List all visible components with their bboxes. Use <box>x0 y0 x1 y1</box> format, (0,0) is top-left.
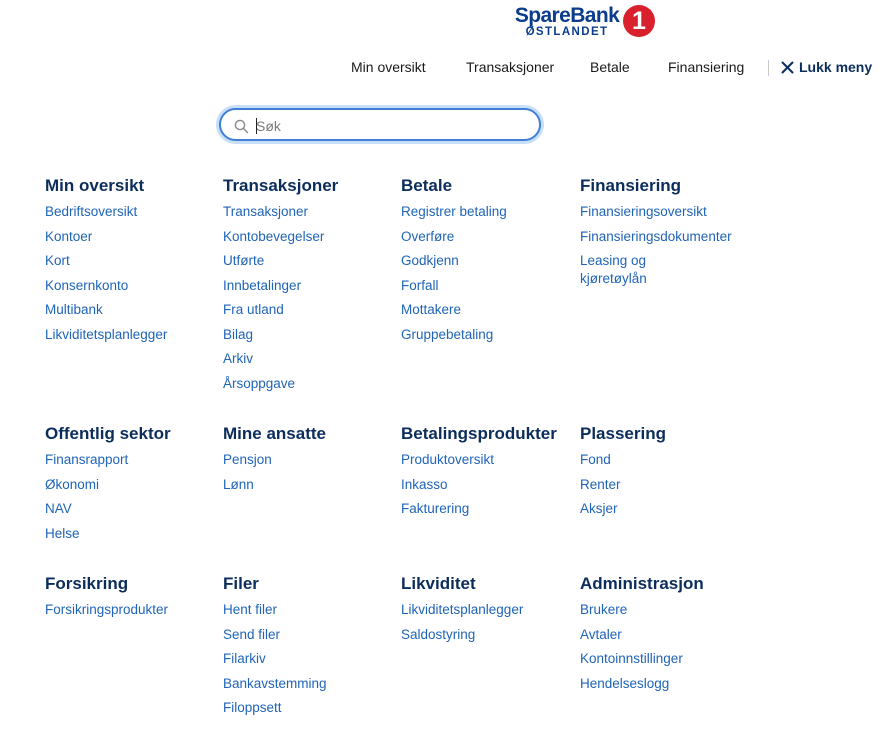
menu-link-registrer-betaling[interactable]: Registrer betaling <box>401 204 507 219</box>
menu-link-kontoinnstillinger[interactable]: Kontoinnstillinger <box>580 651 683 666</box>
menu-section-min-oversikt <box>45 176 223 350</box>
menu-section-offentlig-sektor <box>45 424 223 549</box>
menu-link-send-filer[interactable]: Send filer <box>223 626 281 642</box>
menu-link-bedriftsoversikt[interactable]: Bedriftsoversikt <box>45 204 138 219</box>
menu-link-brukere[interactable]: Brukere <box>580 602 628 617</box>
menu-link-mottakere[interactable]: Mottakere <box>401 302 462 317</box>
section-title: Min oversikt <box>45 176 145 195</box>
menu-link-fakturering[interactable]: Fakturering <box>401 501 470 516</box>
menu-section-likviditet <box>401 574 579 650</box>
menu-link-filarkiv[interactable]: Filarkiv <box>223 651 266 666</box>
menu-link-kort[interactable]: Kort <box>45 253 70 268</box>
menu-link-leasing-og-kjoretoylan[interactable]: Leasing og kjøretøylån <box>580 253 647 286</box>
section-title: Forsikring <box>45 574 129 593</box>
menu-link-fra-utland[interactable]: Fra utland <box>223 302 284 317</box>
section-title: Offentlig sektor <box>45 424 171 443</box>
search-box[interactable] <box>219 108 541 141</box>
menu-section-mine-ansatte <box>223 424 401 500</box>
menu-link-likviditetsplanlegger-2[interactable]: Likviditetsplanlegger <box>401 602 524 617</box>
logo-badge-icon: 1 <box>623 5 655 37</box>
sparebank-logo[interactable] <box>514 5 660 39</box>
menu-link-kontoer[interactable]: Kontoer <box>45 228 93 244</box>
menu-section-betalingsprodukter <box>401 424 579 525</box>
menu-link-produktoversikt[interactable]: Produktoversikt <box>401 452 495 467</box>
menu-section-administrasjon <box>580 574 758 699</box>
menu-section-plassering <box>580 424 758 525</box>
menu-link-bankavstemming[interactable]: Bankavstemming <box>223 675 327 691</box>
menu-link-forfall[interactable]: Forfall <box>401 277 439 293</box>
menu-link-filoppsett[interactable]: Filoppsett <box>223 700 282 715</box>
close-menu-button[interactable] <box>781 58 872 76</box>
menu-section-betale <box>401 176 579 350</box>
menu-link-arsoppgave[interactable]: Årsoppgave <box>223 375 296 391</box>
nav-item-betale[interactable]: Betale <box>590 59 630 75</box>
menu-link-gruppebetaling[interactable]: Gruppebetaling <box>401 326 494 342</box>
menu-section-filer <box>223 574 401 724</box>
menu-link-renter[interactable]: Renter <box>580 476 621 492</box>
menu-link-hent-filer[interactable]: Hent filer <box>223 602 278 617</box>
menu-section-finansiering <box>580 176 758 288</box>
section-title: Administrasjon <box>580 574 704 593</box>
section-title: Finansiering <box>580 176 682 195</box>
menu-link-finansrapport[interactable]: Finansrapport <box>45 452 129 467</box>
menu-link-aksjer[interactable]: Aksjer <box>580 501 618 516</box>
nav-item-transaksjoner[interactable]: Transaksjoner <box>466 59 555 75</box>
logo-subtitle: ØSTLANDET <box>525 26 609 38</box>
menu-link-kontobevegelser[interactable]: Kontobevegelser <box>223 228 325 244</box>
menu-link-utforte[interactable]: Utførte <box>223 253 265 268</box>
menu-link-multibank[interactable]: Multibank <box>45 302 103 317</box>
logo-wordmark <box>514 5 620 39</box>
menu-link-hendelseslogg[interactable]: Hendelseslogg <box>580 675 670 691</box>
menu-link-avtaler[interactable]: Avtaler <box>580 626 622 642</box>
nav-item-finansiering[interactable]: Finansiering <box>668 59 745 75</box>
search-input[interactable] <box>254 115 528 137</box>
menu-link-forsikringsprodukter[interactable]: Forsikringsprodukter <box>45 602 169 617</box>
menu-link-godkjenn[interactable]: Godkjenn <box>401 253 459 268</box>
menu-link-helse[interactable]: Helse <box>45 525 80 541</box>
section-title: Likviditet <box>401 574 476 593</box>
menu-link-nav[interactable]: NAV <box>45 501 72 516</box>
menu-link-transaksjoner[interactable]: Transaksjoner <box>223 204 309 219</box>
section-title: Betale <box>401 176 453 195</box>
section-title: Plassering <box>580 424 666 443</box>
section-title: Filer <box>223 574 259 593</box>
menu-link-bilag[interactable]: Bilag <box>223 326 254 342</box>
menu-link-konsernkonto[interactable]: Konsernkonto <box>45 277 129 293</box>
menu-link-okonomi[interactable]: Økonomi <box>45 476 100 492</box>
menu-section-transaksjoner <box>223 176 401 399</box>
close-icon <box>781 61 794 74</box>
menu-link-finansieringsdokumenter[interactable]: Finansieringsdokumenter <box>580 228 732 244</box>
menu-link-finansieringsoversikt[interactable]: Finansieringsoversikt <box>580 204 707 219</box>
menu-link-saldostyring[interactable]: Saldostyring <box>401 626 476 642</box>
menu-link-likviditetsplanlegger[interactable]: Likviditetsplanlegger <box>45 326 168 342</box>
menu-section-forsikring <box>45 574 223 626</box>
section-title: Mine ansatte <box>223 424 326 443</box>
section-title: Betalingsprodukter <box>401 424 557 443</box>
menu-link-fond[interactable]: Fond <box>580 452 611 467</box>
menu-link-inkasso[interactable]: Inkasso <box>401 476 448 492</box>
menu-link-arkiv[interactable]: Arkiv <box>223 351 253 366</box>
nav-item-min-oversikt[interactable]: Min oversikt <box>351 59 426 75</box>
close-menu-label: Lukk meny <box>799 59 873 75</box>
menu-link-lonn[interactable]: Lønn <box>223 476 254 492</box>
top-navigation <box>0 58 891 78</box>
search-icon <box>234 119 249 134</box>
menu-link-overfore[interactable]: Overføre <box>401 228 455 244</box>
menu-link-innbetalinger[interactable]: Innbetalinger <box>223 277 302 293</box>
nav-divider <box>768 60 769 76</box>
logo-name: SpareBank <box>514 4 620 27</box>
menu-link-pensjon[interactable]: Pensjon <box>223 452 272 467</box>
text-cursor <box>256 118 257 134</box>
section-title: Transaksjoner <box>223 176 339 195</box>
